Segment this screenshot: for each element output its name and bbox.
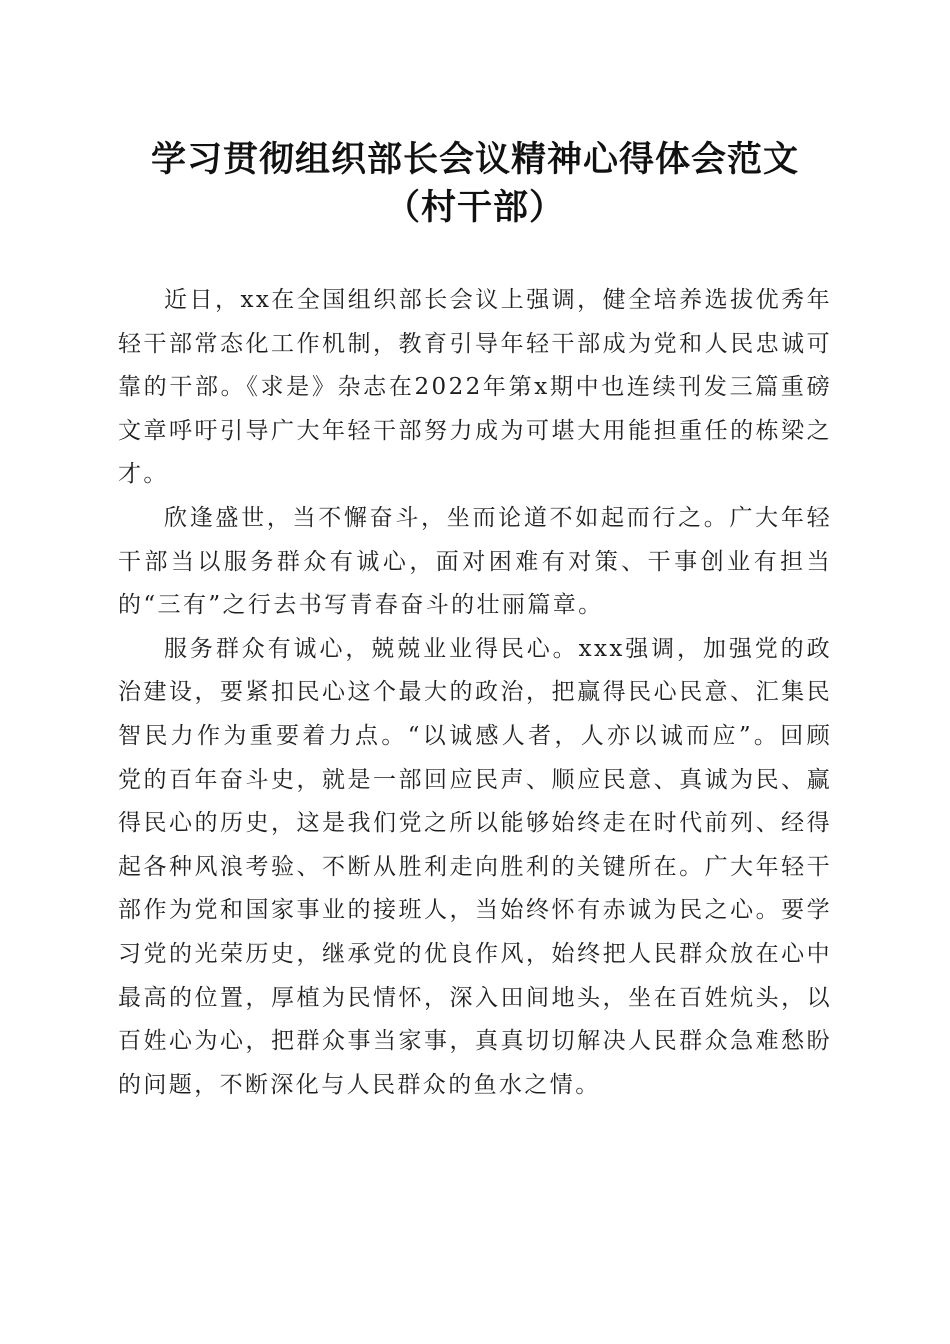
paragraph-serve-masses: 服务群众有诚心，兢兢业业得民心。xxx强调，加强党的政治建设，要紧扣民心这个最大的政治，把赢得民心民意、汇集民智民力作为重要着力点。“以诚感人者，人亦以诚而应”。回顾党的百年奋斗史，就是一部回应民声、顺应民意、真诚为民、赢得民心的历史，这是我们党之所以能够始终走在时代前列、经得起各种风浪考验、不断从胜利走向胜利的关键所在。广大年轻干部作为党和国家事业的接班人，当始终怀有赤诚为民之心。要学习党的光荣历史，继承党的优良作风，始终把人民群众放在心中最高的位置，厚植为民情怀，深入田间地头，坐在百姓炕头，以百姓心为心，把群众事当家事，真真切切解决人民群众急难愁盼的问题，不断深化与人民群众的鱼水之情。 (118, 635, 832, 1098)
paragraph-three-haves: 欣逢盛世，当不懈奋斗，坐而论道不如起而行之。广大年轻干部当以服务群众有诚心，面对困难有对策、干事创业有担当的“三有”之行去书写青春奋斗的壮丽篇章。 (118, 504, 832, 619)
document-title: 学习贯彻组织部长会议精神心得体会范文（村干部） (150, 140, 799, 228)
paragraph-intro: 近日，xx在全国组织部长会议上强调，健全培养选拔优秀年轻干部常态化工作机制，教育引导年轻干部成为党和人民忠诚可靠的干部。《求是》杂志在2022年第x期中也连续刊发三篇重磅文章呼吁引导广大年轻干部努力成为可堪大用能担重任的栋梁之才。 (118, 287, 832, 488)
document-body (118, 279, 832, 1107)
